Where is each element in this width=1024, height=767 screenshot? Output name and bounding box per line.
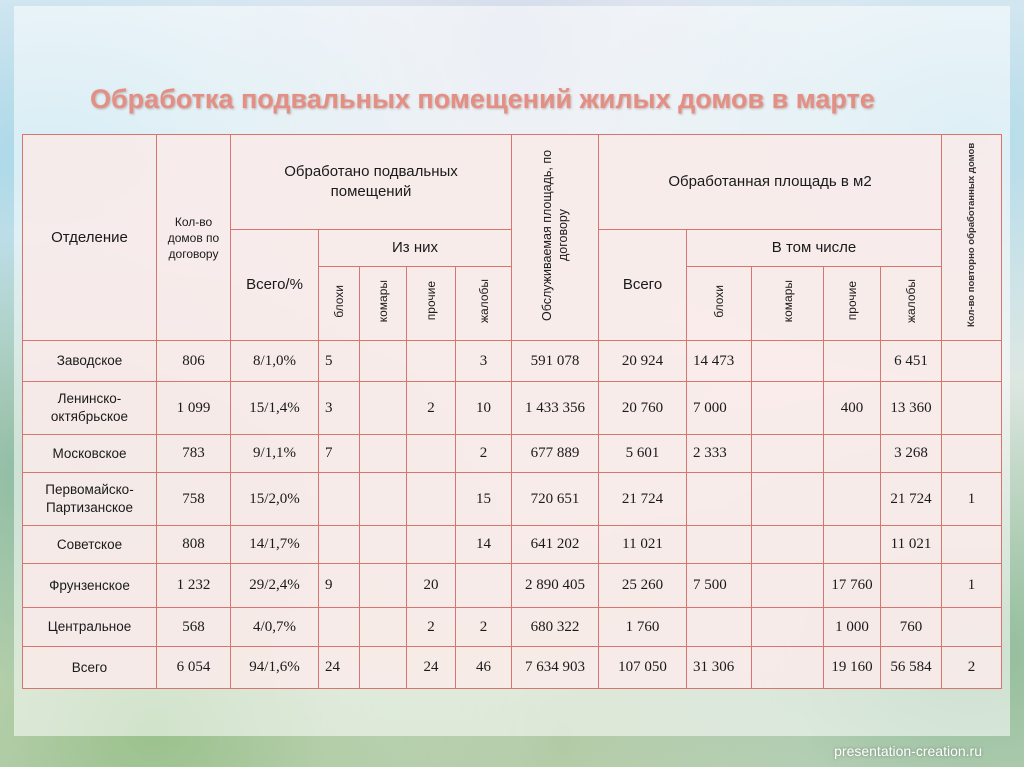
cell-serviced-area: 2 890 405 bbox=[512, 564, 599, 608]
cell-fleas bbox=[319, 608, 360, 647]
data-table bbox=[22, 134, 1002, 689]
cell-mosquitoes bbox=[360, 473, 407, 526]
cell-serviced-area: 720 651 bbox=[512, 473, 599, 526]
header-processed-basements-text: Обработано подвальных помещений bbox=[284, 163, 458, 200]
cell-department: Ленинско-октябрьское bbox=[23, 382, 157, 435]
cell-complaints: 2 bbox=[456, 608, 512, 647]
header-repeat-count bbox=[942, 135, 1002, 341]
cell-area-other bbox=[824, 341, 881, 382]
cell-area-total: 20 760 bbox=[599, 382, 687, 435]
cell-mosquitoes bbox=[360, 608, 407, 647]
header-fleas-text: блохи bbox=[332, 284, 346, 318]
cell-area-fleas: 14 473 bbox=[687, 341, 752, 382]
header-other-text: прочие bbox=[424, 281, 438, 321]
cell-area-complaints: 11 021 bbox=[881, 526, 942, 564]
cell-repeat bbox=[942, 435, 1002, 473]
header-complaints-text: жалобы bbox=[476, 278, 491, 323]
cell-mosquitoes bbox=[360, 435, 407, 473]
header-complaints bbox=[456, 267, 512, 341]
cell-department: Всего bbox=[23, 647, 157, 689]
cell-complaints: 3 bbox=[456, 341, 512, 382]
cell-area-total: 5 601 bbox=[599, 435, 687, 473]
cell-department: Заводское bbox=[23, 341, 157, 382]
cell-department: Первомайско-Партизанское bbox=[23, 473, 157, 526]
cell-houses: 783 bbox=[157, 435, 231, 473]
header-mosquitoes bbox=[360, 267, 407, 341]
cell-fleas: 3 bbox=[319, 382, 360, 435]
cell-serviced-area: 680 322 bbox=[512, 608, 599, 647]
header-processed-basements bbox=[231, 135, 512, 230]
header-total-percent: Всего/% bbox=[231, 230, 319, 341]
table-row bbox=[23, 435, 1002, 473]
cell-area-fleas: 7 000 bbox=[687, 382, 752, 435]
cell-other bbox=[407, 526, 456, 564]
cell-other: 2 bbox=[407, 608, 456, 647]
cell-area-total: 25 260 bbox=[599, 564, 687, 608]
cell-area-total: 107 050 bbox=[599, 647, 687, 689]
cell-mosquitoes bbox=[360, 341, 407, 382]
header-area-total: Всего bbox=[599, 230, 687, 341]
cell-area-other: 400 bbox=[824, 382, 881, 435]
cell-complaints bbox=[456, 564, 512, 608]
table-row bbox=[23, 382, 1002, 435]
cell-other bbox=[407, 473, 456, 526]
cell-department: Центральное bbox=[23, 608, 157, 647]
cell-repeat bbox=[942, 526, 1002, 564]
header-area-mosquitoes-text: комары bbox=[780, 279, 795, 323]
cell-repeat: 2 bbox=[942, 647, 1002, 689]
cell-area-mosquitoes bbox=[752, 608, 824, 647]
cell-area-other: 1 000 bbox=[824, 608, 881, 647]
cell-complaints: 14 bbox=[456, 526, 512, 564]
table-row bbox=[23, 564, 1002, 608]
cell-complaints: 15 bbox=[456, 473, 512, 526]
cell-area-total: 1 760 bbox=[599, 608, 687, 647]
cell-houses: 808 bbox=[157, 526, 231, 564]
cell-total: 9/1,1% bbox=[231, 435, 319, 473]
cell-area-complaints bbox=[881, 564, 942, 608]
cell-area-complaints: 3 268 bbox=[881, 435, 942, 473]
cell-total: 4/0,7% bbox=[231, 608, 319, 647]
cell-area-total: 20 924 bbox=[599, 341, 687, 382]
cell-serviced-area: 591 078 bbox=[512, 341, 599, 382]
cell-repeat bbox=[942, 608, 1002, 647]
cell-complaints: 46 bbox=[456, 647, 512, 689]
cell-mosquitoes bbox=[360, 382, 407, 435]
cell-area-mosquitoes bbox=[752, 382, 824, 435]
cell-serviced-area: 7 634 903 bbox=[512, 647, 599, 689]
cell-area-other: 17 760 bbox=[824, 564, 881, 608]
header-serviced-area-text: Обслуживаемая площадь, по договору bbox=[540, 149, 570, 321]
cell-serviced-area: 677 889 bbox=[512, 435, 599, 473]
cell-department: Московское bbox=[23, 435, 157, 473]
header-processed-area: Обработанная площадь в м2 bbox=[599, 135, 942, 230]
cell-total: 29/2,4% bbox=[231, 564, 319, 608]
cell-houses: 568 bbox=[157, 608, 231, 647]
cell-mosquitoes bbox=[360, 564, 407, 608]
cell-mosquitoes bbox=[360, 526, 407, 564]
cell-other bbox=[407, 435, 456, 473]
cell-area-mosquitoes bbox=[752, 564, 824, 608]
header-area-other-text: прочие bbox=[845, 281, 859, 321]
cell-area-mosquitoes bbox=[752, 435, 824, 473]
cell-area-other bbox=[824, 473, 881, 526]
cell-mosquitoes bbox=[360, 647, 407, 689]
cell-houses: 6 054 bbox=[157, 647, 231, 689]
cell-repeat: 1 bbox=[942, 564, 1002, 608]
cell-area-other bbox=[824, 526, 881, 564]
cell-other: 24 bbox=[407, 647, 456, 689]
cell-area-complaints: 6 451 bbox=[881, 341, 942, 382]
cell-fleas bbox=[319, 473, 360, 526]
table-row-total bbox=[23, 647, 1002, 689]
cell-area-mosquitoes bbox=[752, 526, 824, 564]
cell-department: Фрунзенское bbox=[23, 564, 157, 608]
cell-fleas: 7 bbox=[319, 435, 360, 473]
table-row bbox=[23, 341, 1002, 382]
cell-area-total: 11 021 bbox=[599, 526, 687, 564]
header-including: В том числе bbox=[687, 230, 942, 267]
cell-area-mosquitoes bbox=[752, 647, 824, 689]
header-area-complaints bbox=[881, 267, 942, 341]
header-mosquitoes-text: комары bbox=[376, 279, 390, 323]
cell-other bbox=[407, 341, 456, 382]
cell-repeat: 1 bbox=[942, 473, 1002, 526]
table-row bbox=[23, 608, 1002, 647]
header-area-other bbox=[824, 267, 881, 341]
cell-fleas bbox=[319, 526, 360, 564]
cell-area-fleas bbox=[687, 526, 752, 564]
header-houses-count: Кол-во домов по договору bbox=[157, 135, 231, 341]
cell-area-fleas: 7 500 bbox=[687, 564, 752, 608]
header-other bbox=[407, 267, 456, 341]
header-fleas bbox=[319, 267, 360, 341]
header-serviced-area bbox=[512, 135, 599, 341]
header-of-them: Из них bbox=[319, 230, 512, 267]
table-row bbox=[23, 526, 1002, 564]
header-area-complaints-text: жалобы bbox=[904, 278, 919, 323]
header-department: Отделение bbox=[23, 135, 157, 341]
cell-fleas: 5 bbox=[319, 341, 360, 382]
cell-total: 8/1,0% bbox=[231, 341, 319, 382]
cell-area-complaints: 21 724 bbox=[881, 473, 942, 526]
cell-area-fleas: 2 333 bbox=[687, 435, 752, 473]
cell-houses: 1 099 bbox=[157, 382, 231, 435]
cell-area-total: 21 724 bbox=[599, 473, 687, 526]
cell-houses: 1 232 bbox=[157, 564, 231, 608]
cell-area-mosquitoes bbox=[752, 473, 824, 526]
cell-repeat bbox=[942, 382, 1002, 435]
cell-serviced-area: 1 433 356 bbox=[512, 382, 599, 435]
header-area-mosquitoes bbox=[752, 267, 824, 341]
cell-area-complaints: 56 584 bbox=[881, 647, 942, 689]
cell-fleas: 9 bbox=[319, 564, 360, 608]
cell-houses: 758 bbox=[157, 473, 231, 526]
cell-complaints: 2 bbox=[456, 435, 512, 473]
cell-area-other: 19 160 bbox=[824, 647, 881, 689]
table-row bbox=[23, 473, 1002, 526]
cell-repeat bbox=[942, 341, 1002, 382]
cell-area-mosquitoes bbox=[752, 341, 824, 382]
header-repeat-count-text: Кол-во повторно обработанных домов bbox=[966, 142, 978, 328]
cell-complaints: 10 bbox=[456, 382, 512, 435]
header-area-fleas-text: блохи bbox=[712, 284, 726, 318]
cell-total: 94/1,6% bbox=[231, 647, 319, 689]
cell-total: 15/2,0% bbox=[231, 473, 319, 526]
cell-total: 15/1,4% bbox=[231, 382, 319, 435]
cell-other: 2 bbox=[407, 382, 456, 435]
cell-department: Советское bbox=[23, 526, 157, 564]
header-area-fleas bbox=[687, 267, 752, 341]
cell-serviced-area: 641 202 bbox=[512, 526, 599, 564]
footer-watermark: presentation-creation.ru bbox=[834, 743, 982, 759]
cell-area-fleas: 31 306 bbox=[687, 647, 752, 689]
cell-other: 20 bbox=[407, 564, 456, 608]
cell-total: 14/1,7% bbox=[231, 526, 319, 564]
cell-houses: 806 bbox=[157, 341, 231, 382]
cell-area-complaints: 760 bbox=[881, 608, 942, 647]
cell-fleas: 24 bbox=[319, 647, 360, 689]
cell-area-other bbox=[824, 435, 881, 473]
cell-area-fleas bbox=[687, 608, 752, 647]
cell-area-complaints: 13 360 bbox=[881, 382, 942, 435]
slide-title: Обработка подвальных помещений жилых домов в марте bbox=[90, 84, 875, 114]
cell-area-fleas bbox=[687, 473, 752, 526]
